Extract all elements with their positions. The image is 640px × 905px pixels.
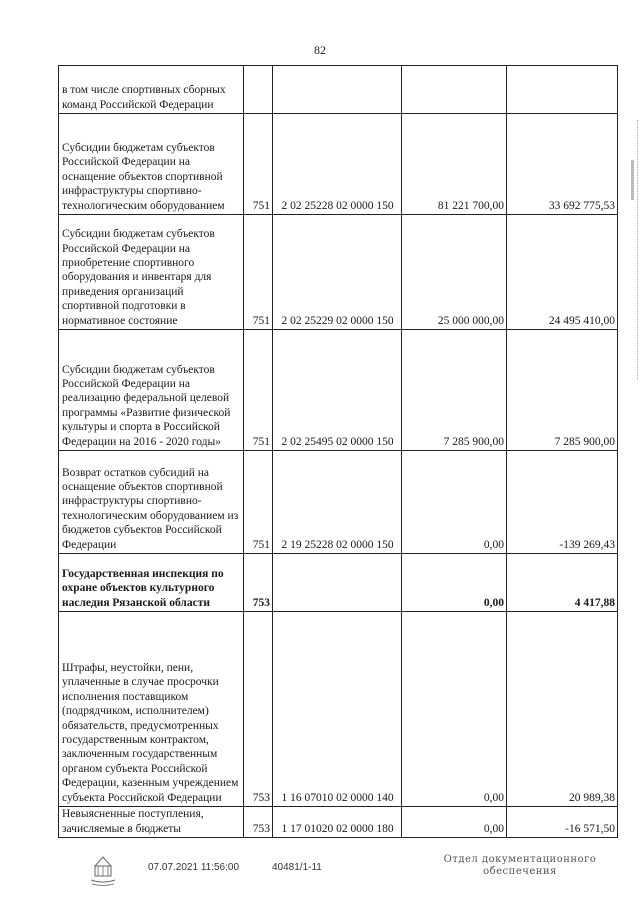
row-description: Возврат остатков субсидий на оснащение объектов спортивной инфраструктуры спортивно-технологическим оборудованием из бюджетов субъектов Российской Федерации — [59, 451, 244, 554]
row-budget-class-code: 1 17 01020 02 0000 180 — [273, 807, 402, 838]
row-admin-code: 751 — [244, 330, 273, 451]
row-planned-amount: 25 000 000,00 — [402, 215, 507, 330]
row-description: Штрафы, неустойки, пени, уплаченные в случае просрочки исполнения поставщиком (подрядчиком, исполнителем) обязательств, предусмотренных государственным контрактом, заключенным государственным органом субъекта Российской Федерации, казенным учреждением субъекта Российской Федерации — [59, 612, 244, 807]
row-admin-code: 753 — [244, 612, 273, 807]
row-admin-code: 753 — [244, 554, 273, 612]
archive-logo-icon — [86, 854, 120, 888]
row-executed-amount: 33 692 775,53 — [507, 114, 618, 215]
table-row — [59, 215, 618, 330]
document-number: 40481/1-11 — [272, 862, 322, 873]
row-executed-amount: -139 269,43 — [507, 451, 618, 554]
row-description: Субсидии бюджетам субъектов Российской Федерации на реализацию федеральной целевой программы «Развитие физической культуры и спорта в Российской Федерации на 2016 - 2020 годы» — [59, 330, 244, 451]
row-budget-class-code: 2 19 25228 02 0000 150 — [273, 451, 402, 554]
stamp-line-1: Отдел документационного — [443, 854, 597, 865]
table-row — [59, 451, 618, 554]
row-description: Невыясненные поступления, зачисляемые в бюджеты — [59, 807, 244, 838]
row-budget-class-code: 2 02 25495 02 0000 150 — [273, 330, 402, 451]
row-budget-class-code: 2 02 25229 02 0000 150 — [273, 215, 402, 330]
row-planned-amount: 81 221 700,00 — [402, 114, 507, 215]
row-budget-class-code — [273, 554, 402, 612]
table-row — [59, 612, 618, 807]
row-admin-code: 751 — [244, 215, 273, 330]
row-budget-class-code: 1 16 07010 02 0000 140 — [273, 612, 402, 807]
print-timestamp: 07.07.2021 11:56:00 — [148, 862, 240, 873]
row-planned-amount: 0,00 — [402, 807, 507, 838]
margin-scan-bar — [631, 160, 634, 200]
table-row — [59, 807, 618, 838]
department-stamp — [440, 854, 600, 878]
row-executed-amount: 20 989,38 — [507, 612, 618, 807]
table-row — [59, 114, 618, 215]
row-description: Субсидии бюджетам субъектов Российской Федерации на приобретение спортивного оборудования и инвентаря для приведения организаций спортивной подготовки в нормативное состояние — [59, 215, 244, 330]
row-planned-amount: 0,00 — [402, 554, 507, 612]
row-description: Субсидии бюджетам субъектов Российской Федерации на оснащение объектов спортивной инфраструктуры спортивно-технологическим оборудованием — [59, 114, 244, 215]
row-admin-code: 753 — [244, 807, 273, 838]
page-footer — [0, 854, 640, 894]
row-admin-code: 751 — [244, 114, 273, 215]
row-admin-code — [244, 66, 273, 114]
row-description: в том числе спортивных сборных команд Российской Федерации — [59, 66, 244, 114]
row-budget-class-code — [273, 66, 402, 114]
row-executed-amount — [507, 66, 618, 114]
row-admin-code: 751 — [244, 451, 273, 554]
table-row — [59, 554, 618, 612]
row-description: Государственная инспекция по охране объектов культурного наследия Рязанской области — [59, 554, 244, 612]
row-executed-amount: 4 417,88 — [507, 554, 618, 612]
row-planned-amount: 0,00 — [402, 612, 507, 807]
table-row — [59, 330, 618, 451]
table-row — [59, 66, 618, 114]
row-executed-amount: -16 571,50 — [507, 807, 618, 838]
row-planned-amount — [402, 66, 507, 114]
stamp-line-2: обеспечения — [483, 866, 557, 877]
row-executed-amount: 24 495 410,00 — [507, 215, 618, 330]
row-planned-amount: 7 285 900,00 — [402, 330, 507, 451]
page-number: 82 — [314, 43, 326, 57]
budget-table — [58, 65, 618, 838]
row-planned-amount: 0,00 — [402, 451, 507, 554]
row-budget-class-code: 2 02 25228 02 0000 150 — [273, 114, 402, 215]
margin-scan-mark — [633, 120, 638, 380]
row-executed-amount: 7 285 900,00 — [507, 330, 618, 451]
